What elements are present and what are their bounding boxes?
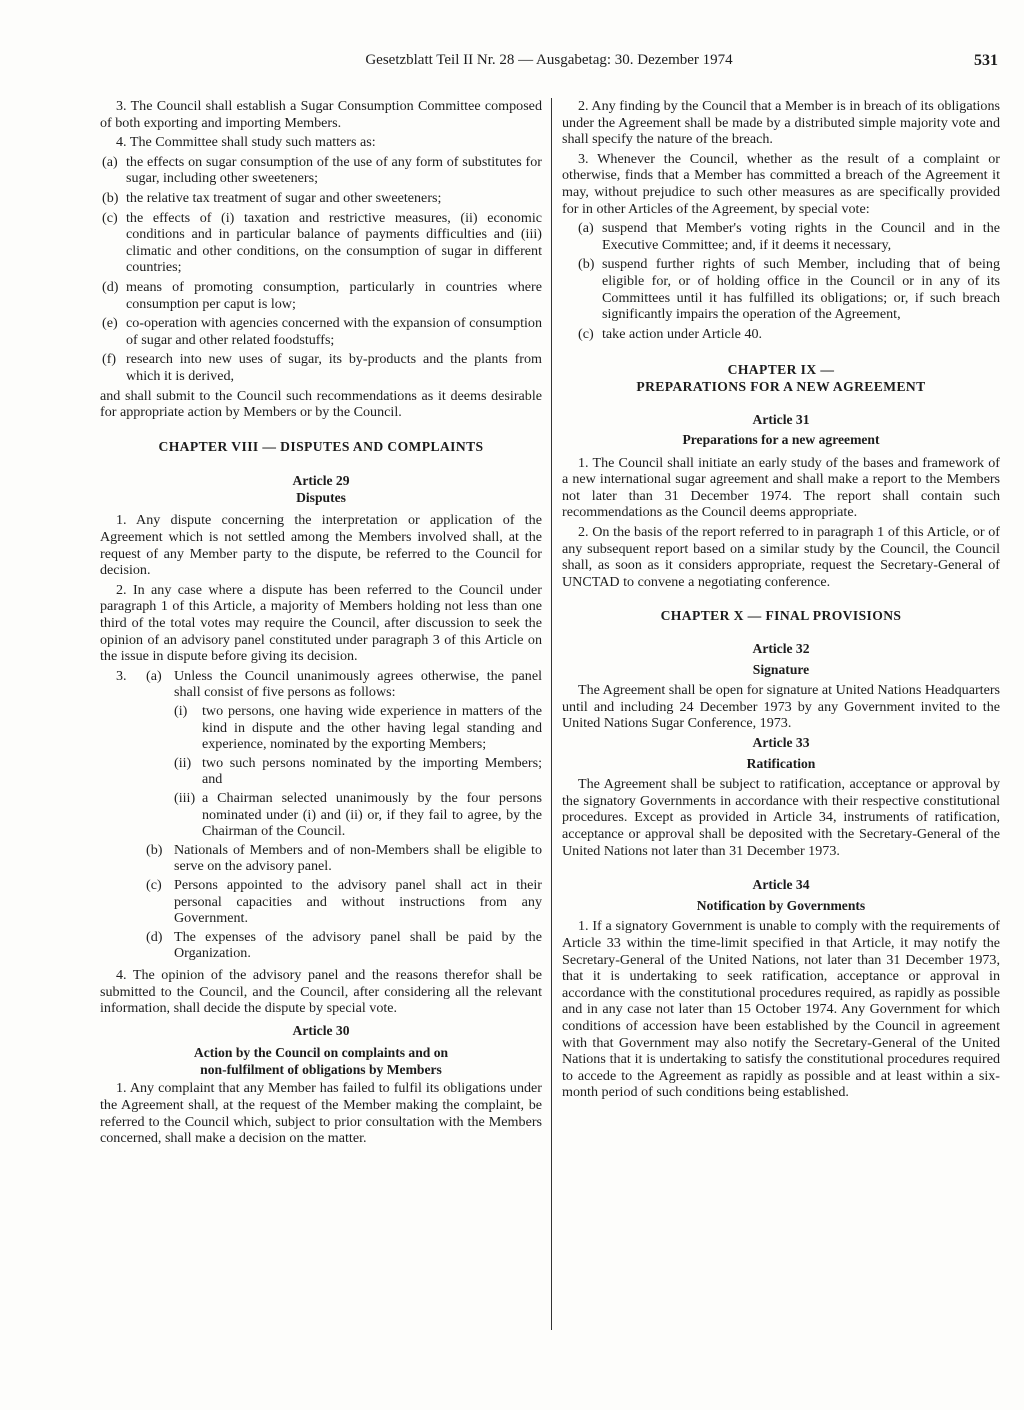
article-33-title: Ratification [746,755,816,771]
article-30-title-line-1: Action by the Council on complaints and on [193,1045,449,1061]
list-item: (c) Persons appointed to the advisory panel shall act in their personal capacities and without instructions from any Government. [146,876,542,927]
article-29-paragraph-1: 1. Any dispute concerning the interpretation or application of the Agreement which is not settled among the Members involved shall, at the request of any Member party to the dispute, be referred to the Council for decision. [100,512,542,579]
article-29-title: Disputes [296,489,346,505]
list-item: (b) Nationals of Members and of non-Members shall be eligible to serve on the advisory panel. [146,841,542,875]
article-29-paragraph-3: 3. (a) Unless the Council unanimously agrees otherwise, the panel shall consist of five persons as follows: (i) two persons, one having wide experience in matters of the kind in dispute and the other having legal standing and experience, nominated by the exporting Members; (ii) two such persons nominated by the importing Members; and (iii) a Chairman selected unanimously by the four persons nominated under (i) and (ii) or, if they fail to agree, by the Chairman of the Council. (b) Nationals of Members and of non-Members shall be eligible to serve on the advisory panel. (c) Persons appointed to the advisory panel shall act in their personal capacities and without instructions from any Government. (d) The expenses of the advisory panel shall be paid by the Organization. [116,667,542,962]
panel-composition-list [146,703,542,840]
article-31-paragraph-2: 2. On the basis of the report referred to in paragraph 1 of this Article, or of any subsequent report based on a similar study by the Council, the Council shall, as soon as it considers appropriate, request the Secretary-General of UNCTAD to convene a negotiating conference. [562,524,1000,590]
list-item: (d) The expenses of the advisory panel shall be paid by the Organization. [146,928,542,962]
article-30-paragraph-2: 2. Any finding by the Council that a Member is in breach of its obligations under the Agreement shall be made by a distributed simple majority vote and shall specify the nature of the breach. [562,98,1000,148]
chapter-9-heading-line-1: CHAPTER IX — [727,362,835,378]
article-30-paragraph-3: 3. Whenever the Council, whether as the result of a complaint or otherwise, finds that a Member has committed a breach of the Agreement it may, without prejudice to such other measures as are specifically provided for in other Articles of the Agreement, by special vote: [562,150,1000,217]
page-header [100,52,998,74]
running-title: Gesetzblatt Teil II Nr. 28 — Ausgabetag: 30. Dezember 1974 [365,52,733,68]
list-item: (c) take action under Article 40. [578,325,763,342]
chapter-8-heading: CHAPTER VIII — DISPUTES AND COMPLAINTS [158,438,484,454]
article-32-paragraph: The Agreement shall be open for signature at United Nations Headquarters until and including 24 December 1973 by any Government invited to the United Nations Sugar Conference, 1973. [562,682,1000,732]
article-31-paragraph-1: 1. The Council shall initiate an early study of the bases and framework of a new international sugar agreement and shall make a report to the Members not later than 31 December 1974. The report shall contain such recommendations as the Council deems appropriate. [562,454,1000,521]
article-34-heading: Article 34 [752,877,810,893]
paragraph-3: 3. The Council shall establish a Sugar Consumption Committee composed of both exporting and importing Members. [100,98,542,131]
article-33-heading: Article 33 [752,735,810,750]
list-item: (a) Unless the Council unanimously agrees otherwise, the panel shall consist of five persons as follows: [146,667,542,701]
list-item: (a) suspend that Member's voting rights in the Council and in the Executive Committee; and, if it deems it necessary, [578,220,1000,253]
article-30-paragraph-1: 1. Any complaint that any Member has failed to fulfil its obligations under the Agreement shall, at the request of the Member making the complaint, be referred to the Council which, subject to prior consultation with the Members concerned, shall make a decision on the matter. [100,1080,542,1147]
article-30-heading: Article 30 [292,1022,350,1038]
chapter-9-heading-line-2: PREPARATIONS FOR A NEW AGREEMENT [636,378,926,394]
article-31-title: Preparations for a new agreement [682,432,880,448]
paragraph-4: 4. The Committee shall study such matters as: [116,134,376,151]
list-item: (i) two persons, one having wide experience in matters of the kind in dispute and the other having legal standing and experience, nominated by the exporting Members; [174,703,542,753]
article-29-paragraph-4: 4. The opinion of the advisory panel and the reasons therefor shall be submitted to the Council, and the Council, after considering all the relevant information, shall decide the dispute by special vote. [100,966,542,1017]
list-item: (f) research into new uses of sugar, its by-products and the plants from which it is derived, [102,351,542,384]
article-34-paragraph-1: 1. If a signatory Government is unable to comply with the requirements of Article 33 within the time-limit specified in that Article, it may notify the Secretary-General of the United Nations, not later than 31 December 1973, that it is undertaking to seek ratification, acceptance or approval in accordance with the constitutional procedures required, as rapidly as possible and in any case not later than 15 October 1974. Any Government for which conditions of accession have been established by the Council in agreement with that Government may also notify the Secretary-General of the United Nations that it is undertaking to satisfy the constitutional procedures required to accede to the Agreement as rapidly as possible and at least within a six-month period of such conditions being established. [562,918,1000,1101]
article-33-paragraph: The Agreement shall be subject to ratification, acceptance or approval by the signatory Governments in accordance with their respective constitutional procedures. Except as provided in Article 34, instruments of ratification, acceptance or approval shall be deposited with the Secretary-General of the United Nations not later than 31 December 1973. [562,776,1000,859]
paragraph-4-conclusion: and shall submit to the Council such recommendations as it deems desirable for appropriate action by Members or by the Council. [100,387,542,421]
list-item: (b) the relative tax treatment of sugar and other sweeteners; [102,189,442,206]
list-item: (c) the effects of (i) taxation and restrictive measures, (ii) economic conditions and in particular balance of payments difficulties and (iii) climatic and other conditions, on the consumption of sugar in different countries; [102,209,542,276]
list-item: (e) co-operation with agencies concerned with the expansion of consumption of sugar and other related foodstuffs; [102,315,542,348]
list-item: (iii) a Chairman selected unanimously by the four persons nominated under (i) and (ii) or, if they fail to agree, by the Chairman of the Council. [174,789,542,840]
article-32-title: Signature [752,661,810,677]
article-34-title: Notification by Governments [696,897,866,913]
committee-matters-list [100,154,542,385]
right-column [562,98,1000,1104]
column-divider [551,98,552,1330]
article-31-heading: Article 31 [752,411,810,427]
page-number: 531 [974,52,998,69]
list-item: (b) suspend further rights of such Member, including that of being eligible for, or of holding office in the Council or in any of its Committees until it has fulfilled its obligations; or, if such breach significantly impairs the operation of the Agreement, [578,256,1000,323]
list-item: (a) the effects on sugar consumption of the use of any form of substitutes for sugar, including other sweeteners; [102,153,542,187]
article-29-heading: Article 29 [292,473,350,489]
chapter-10-heading: CHAPTER X — FINAL PROVISIONS [660,608,902,624]
list-item: (d) means of promoting consumption, particularly in countries where consumption per caput is low; [102,278,542,312]
article-30-title-line-2: non-fulfilment of obligations by Members [200,1061,442,1077]
left-column [100,98,542,1150]
article-29-paragraph-2: 2. In any case where a dispute has been referred to the Council under paragraph 1 of this Article, a majority of Members holding not less than one third of the total votes may require the Council, after discussion to seek the opinion of an advisory panel constituted under paragraph 3 of this Article on the issue in dispute before giving its decision. [100,581,542,665]
council-actions-list [562,220,1000,342]
list-item: (ii) two such persons nominated by the importing Members; and [174,754,542,788]
article-32-heading: Article 32 [752,641,810,657]
